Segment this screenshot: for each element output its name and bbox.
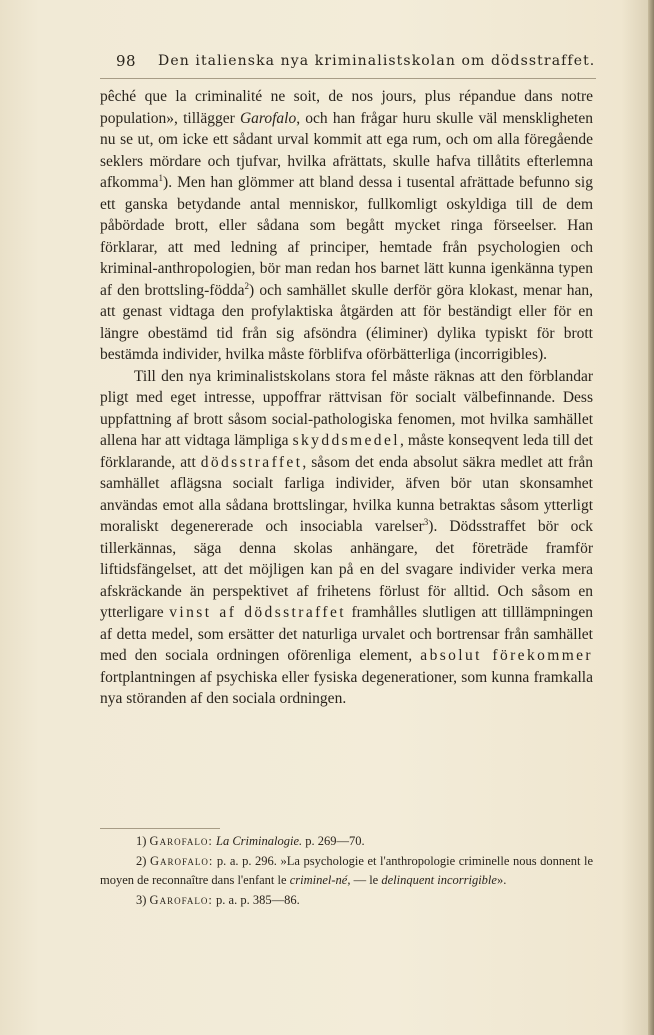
footnote-3: 3) Garofalo: p. a. p. 385—86. <box>136 892 300 907</box>
paragraph-1: pêché que la criminalité ne soit, de nos jours, plus répandue dans notre population», tillägger Garofalo, och han frågar huru skulle väl menskligheten nu se ut, om icke ett sådant urval kommit att ega rum, och om alla föregående seklers mördare och tjufvar, hvilka afrättats, skulle hafva tillåtits efterlemna afkomma$^1$). Men han glömmer att bland dessa i tusental afrättade befunno sig ett ganska betydande antal menniskor, fullkomligt oskyldiga till de dem påbördade brott, eller sådana som begått mycket ringa förseelser. Han förklarar, att med ledning af principer, hemtade från psychologien och kriminal-anthropologien, bör man redan hos barnet lätt kunna igenkänna typen af den brottsling-födda$^2$) och samhället skulle derför göra klokast, menar han, att genast vidtaga den profylaktiska åtgärden att för beständigt eller för en längre obestämd tid från sig afsöndra (éliminer) dylika typiskt för brott bestämda individer, hvilka måste förblifva oförbätterliga (incorrigibles). <box>100 88 594 363</box>
footnote-rule <box>100 828 220 829</box>
page-number: 98 <box>116 52 137 70</box>
body-text <box>100 86 593 710</box>
author-name: Garofalo <box>239 109 297 127</box>
footnotes <box>100 832 593 910</box>
footnote-ref-2[interactable]: 2 <box>244 280 250 291</box>
emphasis-dodsstraffet: dödsstraffet <box>200 453 303 471</box>
footnote-ref-1[interactable]: 1 <box>158 172 164 183</box>
footnote-ref-3[interactable]: 3 <box>423 516 429 527</box>
emphasis-skyddsmedel: skyddsmedel <box>292 432 400 449</box>
footnote-2: 2) Garofalo: p. a. p. 296. »La psychologie et l'anthropologie criminelle nous donnent le moyen de reconnaître dans l'enfant le criminel-né, — le delinquent incorrigible». <box>100 853 594 887</box>
page-header <box>96 52 596 74</box>
page-edge <box>648 0 654 1035</box>
running-title: Den italienska nya kriminalistskolan om dödsstraffet. <box>158 53 596 69</box>
paragraph-2: Till den nya kriminalistskolans stora fel måste räknas att den förblandar pligt med eget intresse, uppoffrar rättvisan för socialt välbefinnande. Dess uppfattning af brott såsom social-pathologiska fenomen, mot hvilka samhället allena har att vidtaga lämpliga skyddsmedel, måste konseqvent leda till det förklarande, att dödsstraffet, såsom det enda absolut säkra medlet att från samhället aflägsna socialt farliga individer, äfven bör utan skonsamhet användas emot alla sådana brottslingar, hvilka kunna betraktas såsom ytterligt moraliskt degenererade och insociabla varelser$^3$). Dödsstraffet bör ock tillerkännas, säga denna skolas anhängare, det företräde framför liftidsfängelset, att det möjligen kan på en del svagare individer verka mera afskräckande än perspektivet af frihetens förlust för alltid. Och såsom en ytterligare vinst af dödsstraffet framhålles slutligen att tilllämpningen af detta medel, som ersätter det naturliga urvalet och bortrensar från samhället med den sociala ordningen oförenliga element, absolut förekommer fortplantningen af psychiska eller fysiska degenerationer, som kunna framkalla nya störanden af den sociala ordningen. <box>100 367 593 707</box>
emphasis-vinst: vinst af dödsstraffet <box>169 604 346 621</box>
header-rule <box>100 78 596 79</box>
footnote-1: 1) Garofalo: La Criminalogie. p. 269—70. <box>136 834 365 848</box>
emphasis-absolut: absolut förekommer <box>420 647 593 664</box>
